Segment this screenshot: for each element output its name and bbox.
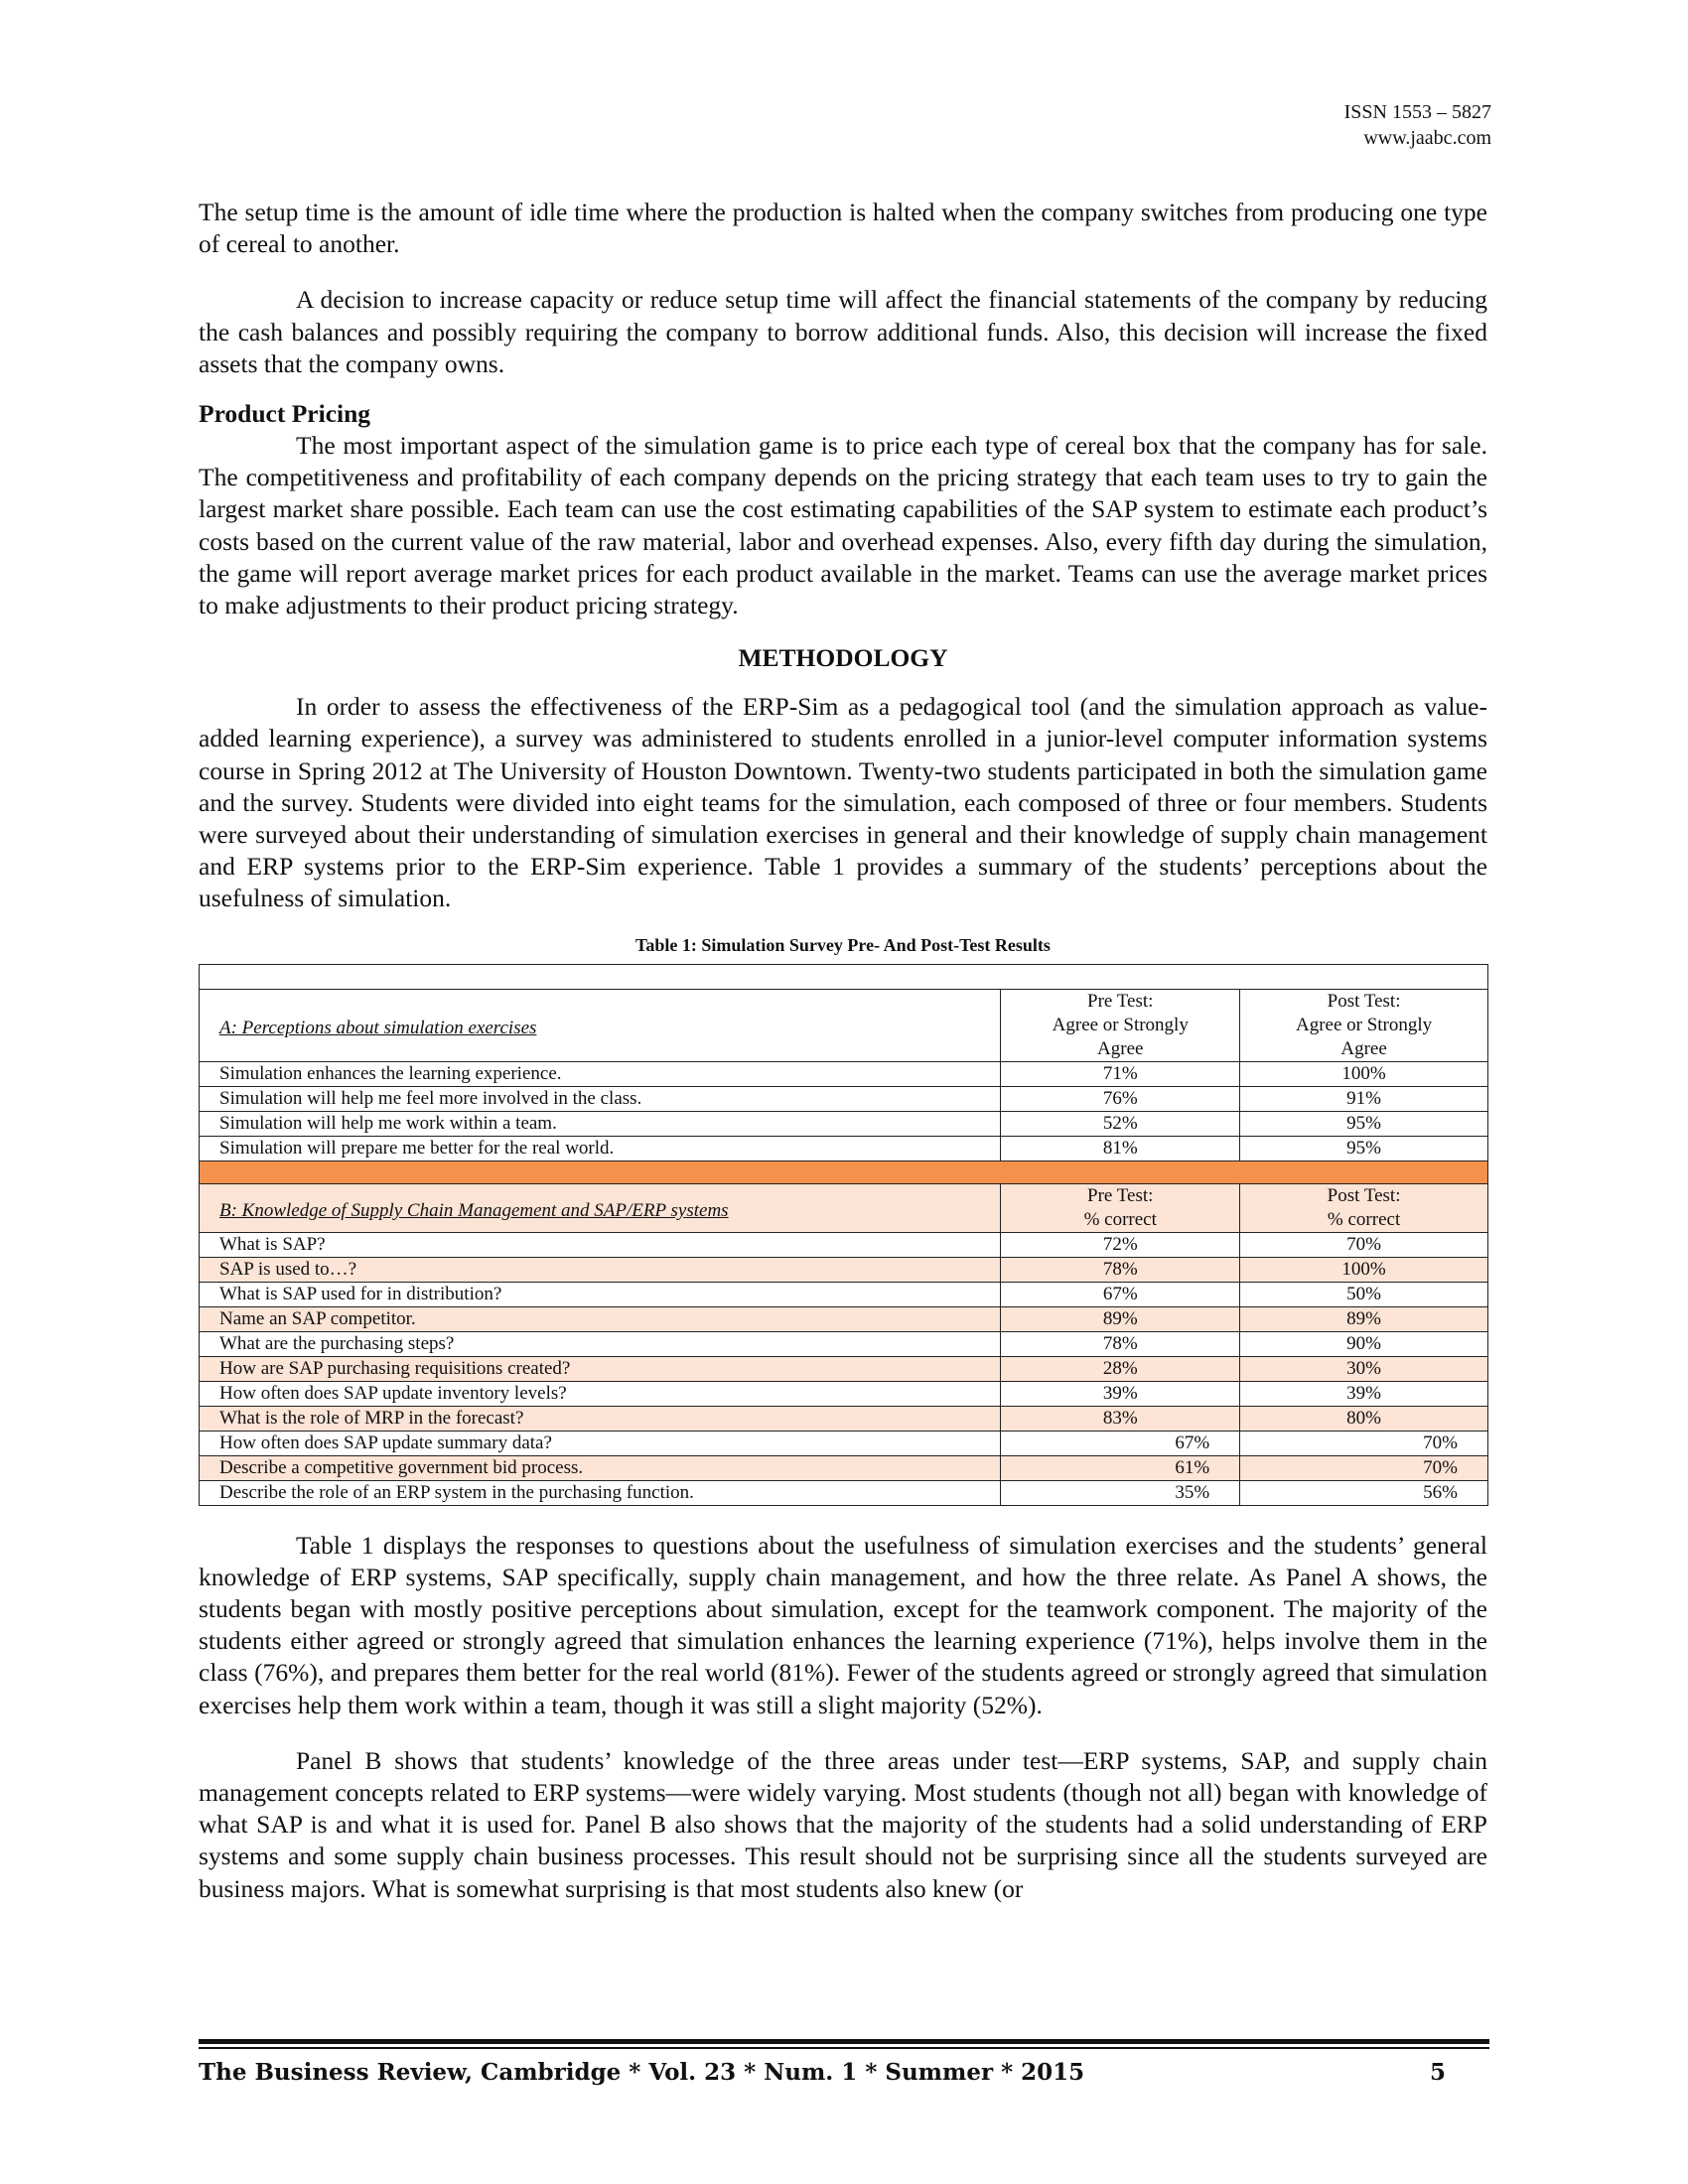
issn: ISSN 1553 – 5827 xyxy=(1343,101,1491,123)
table-row: How often does SAP update inventory levels? 39% 39% xyxy=(200,1381,1488,1406)
table-row: Describe the role of an ERP system in the purchasing function. 35% 56% xyxy=(200,1480,1488,1505)
page-number: 5 xyxy=(1429,2059,1446,2086)
paragraph-setup-time: The setup time is the amount of idle time where the production is halted when the company switches from producing one type of cereal to another. xyxy=(199,198,1487,259)
table-row: Simulation will prepare me better for the real world. 81% 95% xyxy=(200,1136,1488,1160)
table-row: SAP is used to…? 78% 100% xyxy=(200,1257,1488,1282)
table-row: How are SAP purchasing requisitions created? 28% 30% xyxy=(200,1356,1488,1381)
table-row: Simulation enhances the learning experience. 71% 100% xyxy=(200,1061,1488,1086)
panel-b-title: B: Knowledge of Supply Chain Management and SAP/ERP systems xyxy=(200,1183,1001,1232)
panel-a-post-header: Post Test: Agree or Strongly Agree xyxy=(1240,989,1488,1061)
footer-rule-thin xyxy=(199,2047,1489,2049)
panel-b-pre-header: Pre Test: % correct xyxy=(1001,1183,1240,1232)
paragraph-product-pricing: The most important aspect of the simulation game is to price each type of cereal box that the company has for sale. The competitiveness and profitability of each company depends on the pricing strategy that each team uses to try to gain the largest market share possible. Each team can use the cost estimating capabilities of the SAP system to estimate each product’s costs based on the current value of the raw material, labor and overhead expenses. Also, every fifth day during the simulation, the game will report average market prices for each product available in the market. Teams can use the average market prices to make adjustments to their product pricing strategy. xyxy=(199,431,1487,620)
panel-a-header-row xyxy=(200,989,1488,1061)
paragraph-methodology: In order to assess the effectiveness of the ERP-Sim as a pedagogical tool (and the simulation approach as value-added learning experience), a survey was administered to students enrolled in a junior-level computer information systems course in Spring 2012 at The University of Houston Downtown. Twenty-two students participated in both the simulation game and the survey. Students were divided into eight teams for the simulation, each composed of three or four members. Students were surveyed about their understanding of simulation exercises in general and their knowledge of supply chain management and ERP systems prior to the ERP-Sim experience. Table 1 provides a summary of the students’ perceptions about the usefulness of simulation. xyxy=(199,692,1487,913)
table-row: What is the role of MRP in the forecast? 83% 80% xyxy=(200,1406,1488,1431)
survey-results-table xyxy=(199,964,1488,1506)
paragraph-panel-b-discussion: Panel B shows that students’ knowledge of the three areas under test—ERP systems, SAP, and supply chain management concepts related to ERP systems—were widely varying. Most students (though not all) began with knowledge of what SAP is and what it is used for. Panel B also shows that the majority of the students had a solid understanding of ERP systems and some supply chain business processes. This result should not be surprising since all the students surveyed are business majors. What is somewhat surprising is that most students also knew (or xyxy=(199,1745,1487,1903)
table-top-blank-row xyxy=(200,964,1488,989)
panel-b-post-header: Post Test: % correct xyxy=(1240,1183,1488,1232)
panel-a-title: A: Perceptions about simulation exercises xyxy=(200,989,1001,1061)
footer-rule-thick xyxy=(199,2039,1489,2044)
panel-a-pre-header: Pre Test: Agree or Strongly Agree xyxy=(1001,989,1240,1061)
website: www.jaabc.com xyxy=(1363,127,1491,149)
journal-citation: The Business Review, Cambridge * Vol. 23 * Num. 1 * Summer * 2015 xyxy=(199,2059,1085,2086)
table-row: What is SAP used for in distribution? 67% 50% xyxy=(200,1282,1488,1306)
table-row: How often does SAP update summary data? 67% 70% xyxy=(200,1431,1488,1455)
paragraph-table-discussion: Table 1 displays the responses to questions about the usefulness of simulation exercises and the students’ general knowledge of ERP systems, SAP specifically, supply chain management, and how the three relate. As Panel A shows, the students began with mostly positive perceptions about simulation, except for the teamwork component. The majority of the students either agreed or strongly agreed that simulation enhances the learning experience (71%), helps involve them in the class (76%), and prepares them better for the real world (81%). Fewer of the students agreed or strongly agreed that simulation exercises help them work within a team, though it was still a slight majority (52%). xyxy=(199,1530,1487,1719)
section-heading-methodology: METHODOLOGY xyxy=(738,643,948,673)
table-row: What are the purchasing steps? 78% 90% xyxy=(200,1331,1488,1356)
table-row: Describe a competitive government bid process. 61% 70% xyxy=(200,1455,1488,1480)
table-row: Name an SAP competitor. 89% 89% xyxy=(200,1306,1488,1331)
section-heading-product-pricing: Product Pricing xyxy=(199,399,371,429)
page-footer xyxy=(199,2059,1446,2086)
page-header xyxy=(1344,99,1491,151)
table-row: Simulation will help me work within a team. 52% 95% xyxy=(200,1111,1488,1136)
table-row: Simulation will help me feel more involved in the class. 76% 91% xyxy=(200,1086,1488,1111)
panel-b-header-row xyxy=(200,1183,1488,1232)
table-row: What is SAP? 72% 70% xyxy=(200,1232,1488,1257)
table-caption: Table 1: Simulation Survey Pre- And Post-Test Results xyxy=(635,934,1051,955)
article-body xyxy=(199,197,1487,1905)
paragraph-capacity-decision: A decision to increase capacity or reduce setup time will affect the financial statements of the company by reducing the cash balances and possibly requiring the company to borrow additional funds. Also, this decision will increase the fixed assets that the company owns. xyxy=(199,285,1487,378)
panel-divider-row xyxy=(200,1160,1488,1183)
